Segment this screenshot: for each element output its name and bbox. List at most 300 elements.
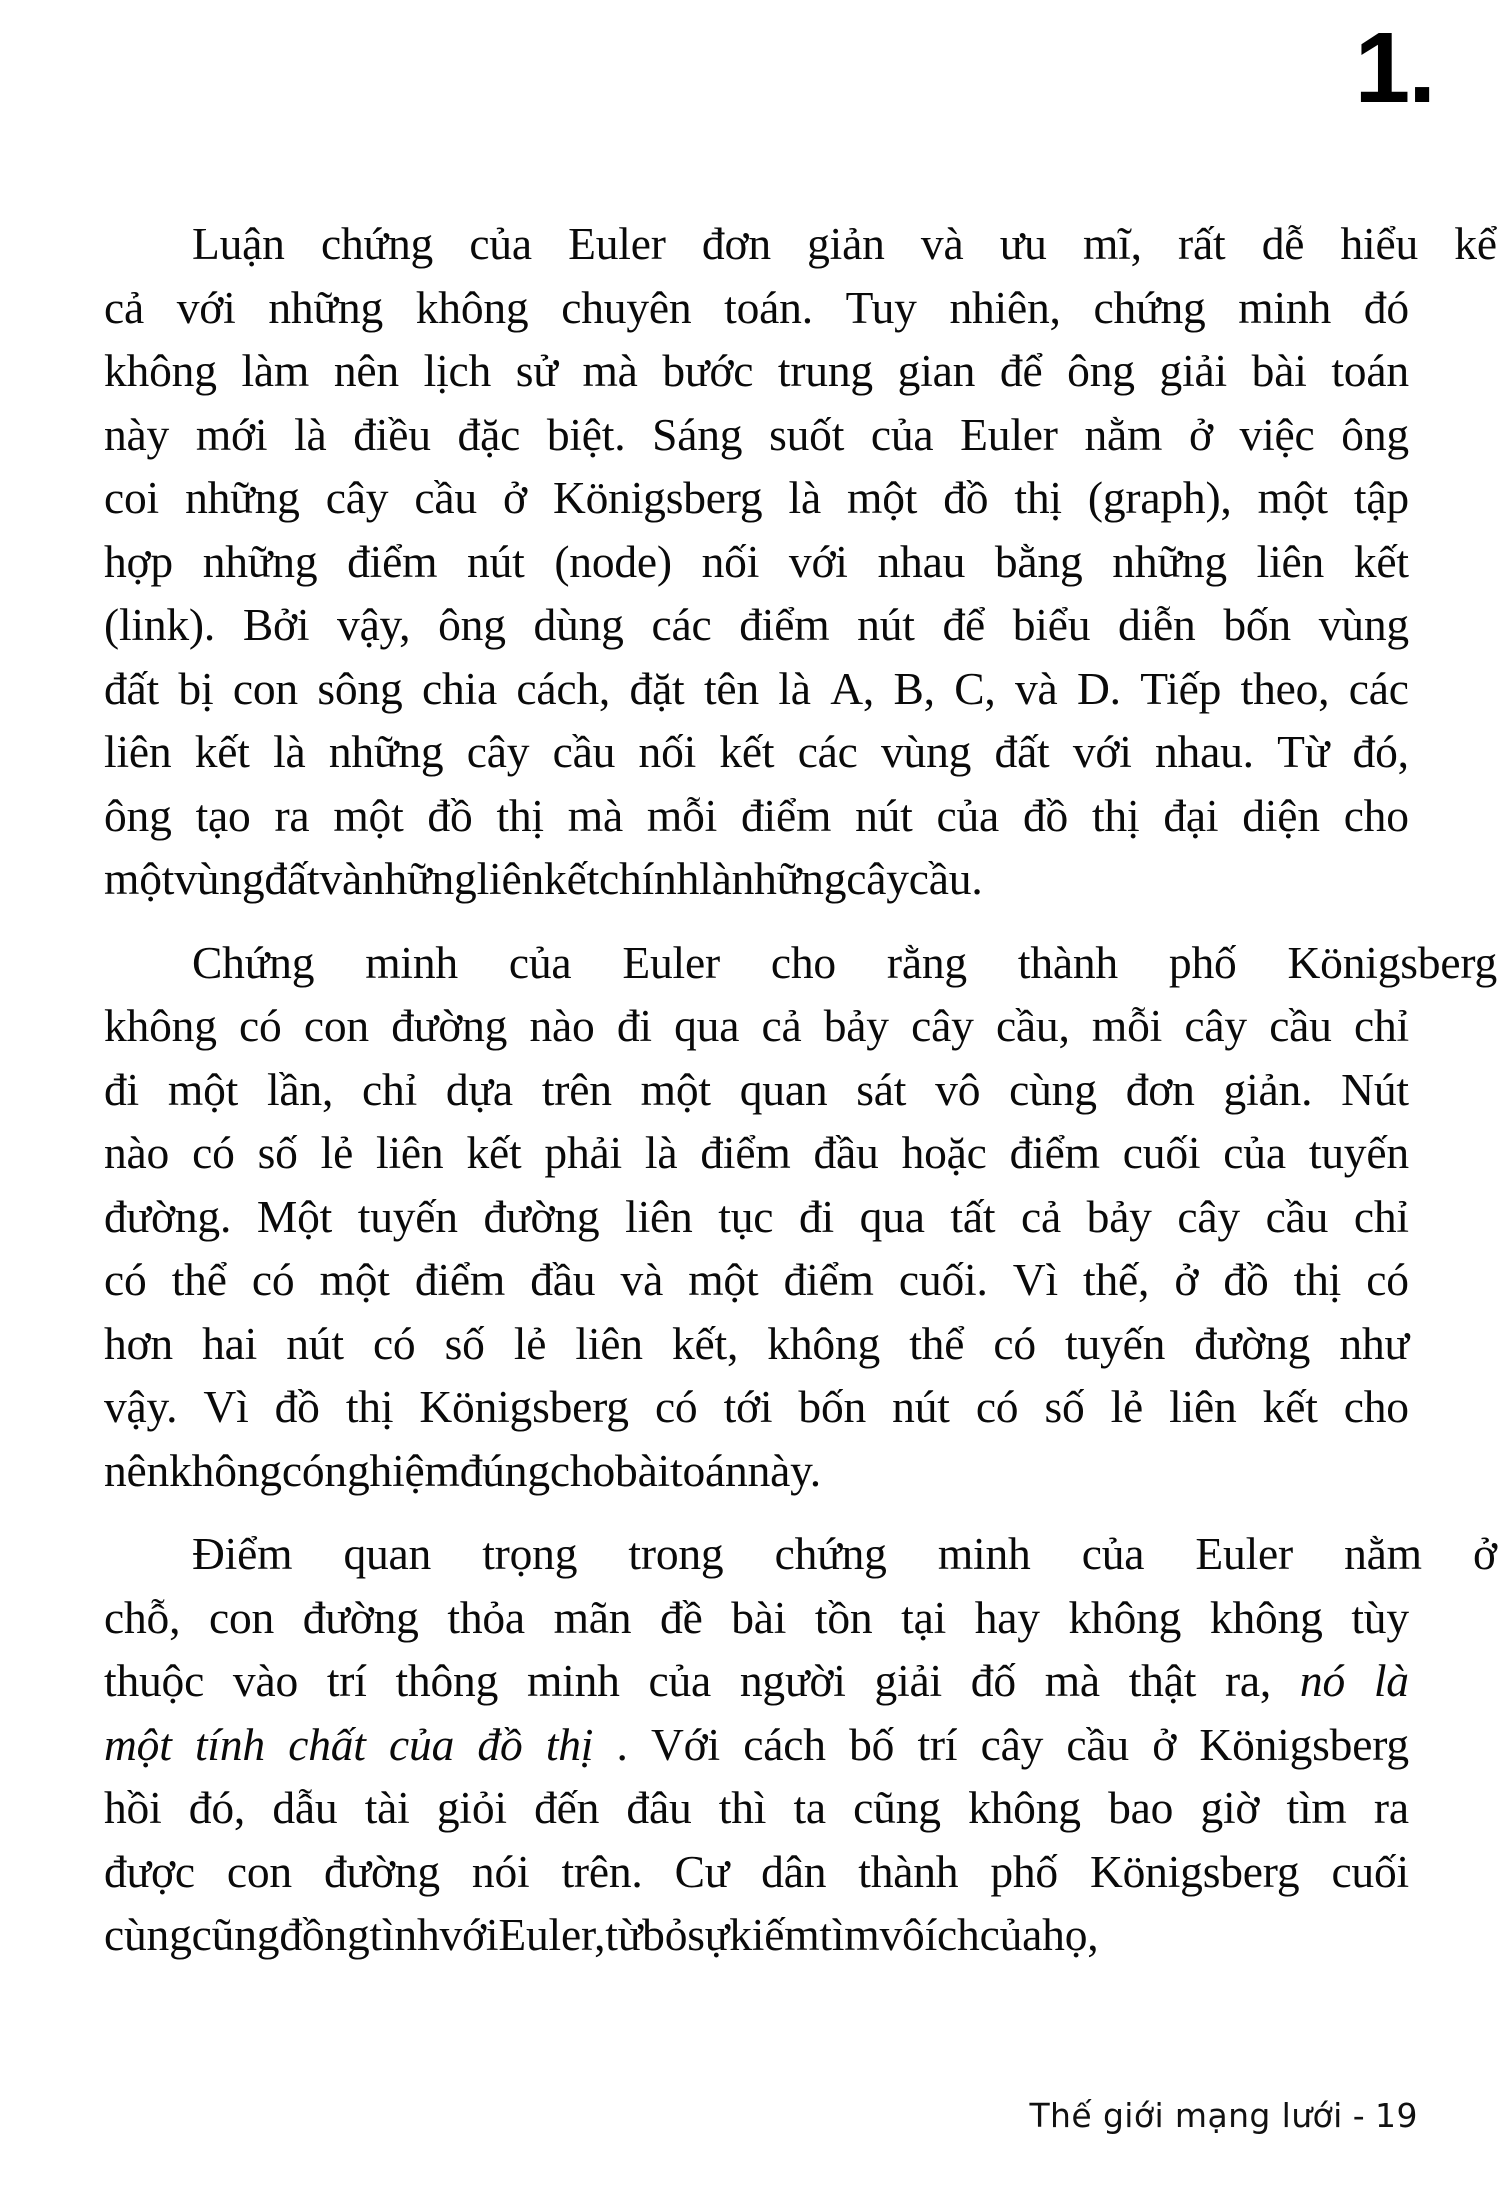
paragraph-2 [104, 931, 1497, 1503]
text-word: nút [857, 599, 915, 650]
text-word: ở [1174, 1254, 1199, 1305]
text-word: cuối [1331, 1845, 1409, 1897]
text-word: các [651, 599, 712, 650]
text-word: lịch [423, 345, 492, 396]
text-word: nút [286, 1317, 344, 1369]
text-word: không [767, 1317, 881, 1369]
page-body [104, 212, 1497, 1967]
text-word: cây [911, 1000, 974, 1051]
text-word: biểu [1012, 599, 1091, 650]
text-word: bước [662, 345, 754, 396]
text-word: cầu [414, 472, 477, 523]
text-word: phố [990, 1845, 1058, 1897]
text-word: để [999, 345, 1043, 396]
text-word: Nút [1341, 1063, 1409, 1115]
text-word: liên [575, 1317, 643, 1369]
text-word-italic: tính [194, 1718, 265, 1770]
text-word: đố [970, 1655, 1016, 1706]
text-word: toán [670, 1444, 748, 1496]
text-word: là [273, 726, 306, 777]
text-word: (link). [104, 599, 216, 650]
text-word: chứng [774, 1528, 887, 1579]
text-word: đó, [188, 1782, 246, 1833]
paragraph-spacer [104, 1508, 1409, 1522]
text-word: có [104, 1254, 147, 1305]
text-word: mĩ, [1082, 218, 1142, 269]
text-word: đâu [626, 1782, 692, 1833]
text-word: ông [1341, 408, 1409, 460]
text-word: giản [807, 218, 885, 269]
text-word: quan [739, 1063, 828, 1115]
text-word: toán. [724, 281, 813, 333]
text-word: ta [793, 1782, 826, 1833]
text-word: Với [651, 1718, 720, 1770]
text-word: là [699, 853, 732, 904]
text-word: cây [1184, 1000, 1247, 1051]
text-word: Königsberg [419, 1381, 629, 1432]
text-word: thế, [1083, 1254, 1150, 1305]
text-word: toán [1331, 345, 1409, 396]
text-word: kết [466, 1127, 522, 1178]
text-word: dẫu [272, 1782, 338, 1833]
text-line [104, 847, 1409, 911]
text-word: tuyến [1308, 1127, 1409, 1178]
text-word: con [226, 1845, 292, 1897]
text-word: Königsberg [1089, 1845, 1300, 1897]
text-word: kể [1454, 218, 1497, 269]
text-word: số [1044, 1381, 1085, 1432]
text-word: đặt [629, 662, 685, 714]
text-word: tập [1353, 472, 1409, 523]
text-word: lẻ [320, 1127, 354, 1178]
text-word: là [788, 472, 821, 523]
text-line [104, 1375, 1409, 1439]
text-word: thị [1091, 789, 1140, 841]
text-word: các [1348, 662, 1409, 714]
text-word: những [328, 726, 444, 777]
text-line [104, 1248, 1409, 1312]
text-word: không [968, 1782, 1081, 1833]
text-word: minh [937, 1528, 1031, 1579]
text-word: có [251, 1254, 295, 1305]
text-word: liên [1256, 535, 1325, 587]
text-word: kết [1262, 1381, 1318, 1432]
text-word: cầu [1269, 1000, 1332, 1051]
paragraph-1 [104, 212, 1497, 911]
text-word: kết [194, 726, 250, 777]
text-word: chứng [320, 218, 434, 269]
text-word: một [319, 1254, 390, 1305]
text-word: qua [859, 1190, 925, 1242]
text-word: bị [178, 662, 214, 714]
text-word: bảy [823, 1000, 889, 1051]
text-word-italic: một [104, 1718, 172, 1770]
text-word: Euler [1195, 1528, 1293, 1579]
text-word: đất [104, 662, 159, 714]
text-word: mãn [553, 1591, 632, 1643]
text-line [104, 1713, 1409, 1777]
text-word: theo, [1240, 662, 1330, 714]
text-line [104, 1312, 1409, 1376]
text-word: có [192, 1127, 235, 1178]
text-word: Königsberg [552, 472, 763, 523]
text-word: không [169, 1444, 282, 1496]
text-word: cả [1020, 1190, 1061, 1242]
text-line [104, 1439, 1409, 1503]
text-word: đi [104, 1063, 139, 1115]
text-word: giải [874, 1655, 942, 1706]
text-word: Euler [622, 936, 720, 988]
text-word-italic: nó [1299, 1655, 1346, 1706]
text-word: thuộc [104, 1655, 205, 1706]
text-word: A, [830, 662, 875, 714]
text-word: lần, [266, 1063, 334, 1115]
text-word: cả [104, 281, 144, 333]
text-word: diện [1242, 789, 1320, 841]
text-word: một [333, 789, 404, 841]
text-word: cây [980, 1718, 1044, 1770]
text-word: của [469, 218, 532, 269]
text-word-italic: đồ [477, 1718, 523, 1770]
text-word: nào [529, 1000, 595, 1051]
text-word: của [1223, 1127, 1286, 1178]
text-word: trí [326, 1655, 367, 1706]
text-word: làm [241, 345, 310, 396]
text-word: ở [503, 472, 527, 523]
text-word: đường [302, 1591, 419, 1643]
text-word-italic: chất [288, 1718, 366, 1770]
text-word: có [1366, 1254, 1409, 1305]
text-word: nên [333, 345, 399, 396]
text-word: và [620, 1254, 664, 1305]
text-word: nghiệm [324, 1444, 460, 1496]
text-word: ông [438, 599, 506, 650]
text-word: nhau [877, 535, 966, 587]
text-word: của [979, 1909, 1043, 1960]
text-word: không [1068, 1591, 1182, 1643]
text-word: tên [703, 662, 759, 714]
text-word: tới [723, 1381, 773, 1432]
text-word: D. [1076, 662, 1121, 714]
text-word: vậy. [104, 1381, 178, 1432]
text-word: cho [549, 1444, 616, 1496]
text-word: trọng [482, 1528, 578, 1579]
text-word: đường. [104, 1190, 232, 1242]
text-word: Euler, [498, 1909, 606, 1960]
text-word: vậy, [337, 599, 411, 650]
text-word: suốt [769, 408, 845, 460]
text-word: ở [1188, 408, 1213, 460]
text-word: hai [202, 1317, 258, 1369]
text-word: Luận [192, 218, 285, 269]
text-word: được [104, 1845, 195, 1897]
text-word: giản. [1223, 1063, 1313, 1115]
text-word: cầu [552, 726, 616, 777]
text-word: ông [1067, 345, 1135, 396]
text-word: của [1081, 1528, 1145, 1579]
text-word: chỉ [362, 1063, 418, 1115]
text-word: đó [1363, 281, 1409, 333]
text-word: nút [892, 1381, 950, 1432]
text-word: để [942, 599, 985, 650]
text-word: đường [323, 1845, 440, 1897]
text-word: không [415, 281, 529, 333]
text-line [104, 994, 1409, 1058]
text-line [104, 466, 1409, 530]
text-word: tại [901, 1591, 947, 1643]
text-word: vùng [174, 853, 265, 904]
text-word: người [739, 1655, 846, 1706]
text-word: mà [582, 345, 638, 396]
text-word: sông [317, 662, 403, 714]
text-line [104, 212, 1497, 276]
text-word: sự [687, 1909, 730, 1960]
text-word: và [920, 218, 964, 269]
text-word: tuyến [357, 1190, 458, 1242]
text-word: liên [1169, 1381, 1237, 1432]
text-word: bao [1108, 1782, 1174, 1833]
text-word: liên [476, 853, 545, 904]
text-word: cầu [1265, 1190, 1329, 1242]
text-word: chia [421, 662, 497, 714]
chapter-number: 1. [1354, 12, 1434, 124]
text-word: có [975, 1381, 1019, 1432]
text-word: điểm [739, 599, 830, 650]
text-word: thị [1014, 472, 1062, 523]
text-word: Bởi [242, 599, 310, 650]
text-word: kết [544, 853, 600, 904]
text-word: điểm [347, 535, 438, 587]
text-word: phải [544, 1127, 622, 1178]
text-word: những [731, 853, 847, 904]
text-word: đơn [701, 218, 771, 269]
text-word: cây [1177, 1190, 1240, 1242]
text-word: bảy [1086, 1190, 1152, 1242]
text-word: bằng [994, 535, 1083, 587]
text-word: điểm [783, 1254, 874, 1305]
text-word: đơn [1125, 1063, 1195, 1115]
text-word: ra [1373, 1782, 1409, 1833]
text-line [104, 276, 1409, 340]
text-line [104, 403, 1409, 467]
text-word: Tiếp [1140, 662, 1222, 714]
text-word: ích [924, 1909, 980, 1960]
text-word: việc [1239, 408, 1315, 460]
text-word: bài [615, 1444, 671, 1496]
text-word: bài [1251, 345, 1307, 396]
text-word: cây [466, 726, 530, 777]
text-word: một [104, 853, 175, 904]
text-word: một [847, 472, 918, 523]
text-line [104, 530, 1409, 594]
text-word: nút [467, 535, 525, 587]
text-word: của [508, 936, 572, 988]
text-word: một [640, 1063, 711, 1115]
text-line [104, 1121, 1409, 1185]
text-word: đồ [1022, 789, 1069, 841]
text-word: chỉ [1353, 1190, 1409, 1242]
text-word: liên [104, 726, 172, 777]
text-word: qua [674, 1000, 740, 1051]
text-word: chứng [1093, 281, 1206, 333]
text-word: cũng [191, 1909, 280, 1960]
text-word: ở [1473, 1528, 1497, 1579]
text-word: họ, [1042, 1909, 1099, 1960]
text-word: một [688, 1254, 759, 1305]
text-line [104, 1522, 1497, 1586]
text-word: ưu [999, 218, 1047, 269]
text-word: mà [567, 789, 623, 841]
text-word: mà [1044, 1655, 1100, 1706]
text-word: thỏa [447, 1591, 525, 1643]
text-word: giờ [1200, 1782, 1260, 1833]
text-word: trí [917, 1718, 958, 1770]
text-word: tục [718, 1190, 774, 1242]
text-word: tạo [195, 789, 251, 841]
text-word: Tuy [845, 281, 917, 333]
text-word: thông [395, 1655, 499, 1706]
text-line [104, 931, 1497, 995]
text-word: với [176, 281, 236, 333]
text-word: có [281, 1444, 325, 1496]
text-word: tài [364, 1782, 410, 1833]
text-word: là [778, 662, 811, 714]
text-word: coi [104, 472, 159, 523]
text-line [104, 657, 1409, 721]
text-word-italic: của [389, 1718, 455, 1770]
text-word: bốn [798, 1381, 867, 1432]
text-word: cầu [1066, 1718, 1129, 1770]
text-word-italic: là [1373, 1655, 1409, 1706]
text-word: cùng [104, 1909, 192, 1960]
text-word: kết [719, 726, 775, 777]
text-line [104, 1776, 1409, 1840]
text-word: mỗi [646, 789, 718, 841]
text-word: số [444, 1317, 485, 1369]
text-word: biệt. [546, 408, 626, 460]
text-word: đi [616, 1000, 652, 1051]
text-word: đồ [1223, 1254, 1269, 1305]
text-word: với [788, 535, 848, 587]
text-word: thì [718, 1782, 767, 1833]
text-word: nằm [1084, 408, 1163, 460]
text-word: một [1257, 472, 1328, 523]
text-word: con [232, 662, 298, 714]
text-word: đó, [1352, 726, 1409, 777]
text-word: con [303, 1000, 369, 1051]
text-word: Vì [203, 1381, 249, 1432]
text-word: hợp [104, 535, 173, 587]
text-word: Euler [960, 408, 1058, 460]
text-word: nhiên, [949, 281, 1061, 333]
text-word: không [104, 1000, 217, 1051]
page-number: 19 [1375, 2095, 1418, 2135]
text-word: đường [483, 1190, 600, 1242]
text-word: tùy [1351, 1591, 1409, 1643]
text-word: vô [879, 1909, 925, 1960]
text-word: bài [731, 1591, 787, 1643]
text-word: đồng [279, 1909, 370, 1960]
text-word: Königsberg [1287, 936, 1497, 988]
text-word: tuyến [1065, 1317, 1166, 1369]
text-line [104, 1058, 1409, 1122]
page-footer [1029, 2095, 1418, 2135]
text-word: kết [1353, 535, 1409, 587]
text-word: nối [638, 726, 697, 777]
text-line [104, 784, 1409, 848]
text-word: đặc [457, 408, 521, 460]
text-word: đúng [459, 1444, 550, 1496]
text-word: cho [1343, 789, 1409, 841]
text-word: Từ [1277, 726, 1330, 777]
text-word: ở [1152, 1718, 1177, 1770]
text-word: sát [856, 1063, 907, 1115]
text-word: thành [1017, 936, 1118, 988]
text-word: của [936, 789, 1000, 841]
text-word: thật [1128, 1655, 1197, 1706]
text-word: lẻ [1110, 1381, 1144, 1432]
text-word: thị [1293, 1254, 1342, 1305]
text-word: ra [274, 789, 310, 841]
text-word: minh [1238, 281, 1332, 333]
text-word: vùng [1318, 599, 1409, 650]
text-word: diễn [1118, 599, 1196, 650]
text-word: thể [909, 1317, 965, 1369]
text-word: bốn [1223, 599, 1291, 650]
text-word: cầu, [995, 1000, 1070, 1051]
text-word: hơn [104, 1317, 173, 1369]
text-word: có [654, 1381, 698, 1432]
text-word: quan [343, 1528, 432, 1579]
text-line [104, 1649, 1409, 1713]
text-word: minh [365, 936, 458, 988]
text-word: cho [1343, 1381, 1409, 1432]
text-word: những [1112, 535, 1227, 587]
text-word: nằm [1344, 1528, 1422, 1579]
text-word: đất [994, 726, 1050, 777]
text-word: chỉ [1354, 1000, 1409, 1051]
text-word: tất [950, 1190, 996, 1242]
text-word: điều [353, 408, 431, 460]
text-word: cuối. [898, 1254, 988, 1305]
text-word: mới [195, 408, 268, 460]
text-word: những [202, 535, 318, 587]
text-word: cho [770, 936, 836, 988]
text-word: trên [541, 1063, 612, 1115]
text-word: chỗ, [104, 1591, 181, 1643]
text-word: hiểu [1340, 218, 1419, 269]
text-word: lẻ [513, 1317, 547, 1369]
text-word: điểm [414, 1254, 506, 1305]
text-line [104, 720, 1409, 784]
text-word: C, [954, 662, 996, 714]
text-word: này [104, 408, 170, 460]
text-word: Một [256, 1190, 333, 1242]
text-word: Euler [568, 218, 666, 269]
text-word: nối [701, 535, 760, 587]
text-word: gian [897, 345, 976, 396]
text-word: nên [104, 1444, 170, 1496]
text-word: đầu [530, 1254, 596, 1305]
text-word: chuyên [561, 281, 692, 333]
text-word: đến [534, 1782, 600, 1833]
text-word: cuối [1122, 1127, 1201, 1178]
text-line [104, 593, 1409, 657]
text-word: của [870, 408, 934, 460]
text-word: cũng [853, 1782, 941, 1833]
text-word: nào [104, 1127, 170, 1178]
text-word: Vì [1012, 1254, 1058, 1305]
